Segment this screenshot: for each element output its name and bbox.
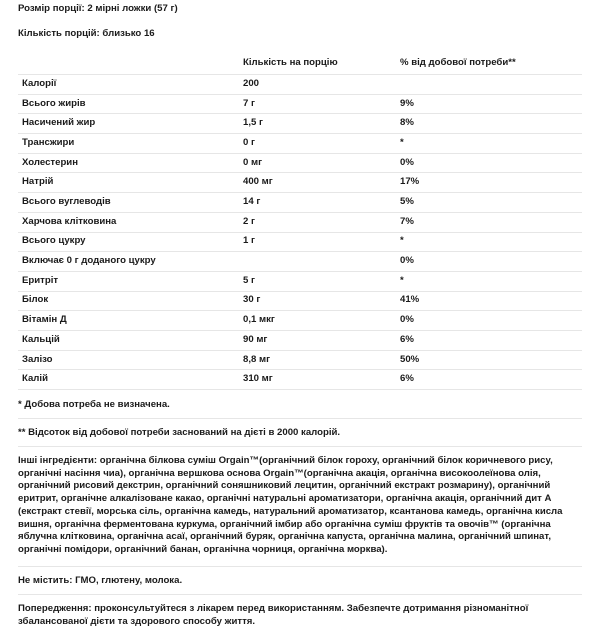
nutrient-amount: 14 г	[239, 193, 396, 213]
nutrient-name: Холестерин	[18, 153, 239, 173]
table-row	[18, 173, 582, 193]
nutrient-name: Еритріт	[18, 271, 239, 291]
header-daily-value: % від добової потреби**	[396, 52, 582, 75]
nutrient-amount: 0,1 мкг	[239, 311, 396, 331]
table-row	[18, 193, 582, 213]
nutrient-dv	[396, 75, 582, 95]
ingredients-text: Інші інгредієнти: органічна білкова суміш Orgain™(органічний білок гороху, органічний білок коричневого рису, органічні насіння чиа), органічна вершкова основа Orgain™(органічна акація, органічна високоолеїнова олія, органічний рисовий декстрин, органічний соняшниковий лецитин, органічний екстракт розмарину), органічний еритрит, органічне алкалізоване какао, органічні натуральні ароматизатори, органічна акація, органічний дит А (екстракт стевії, морська сіль, органічна камедь, натуральний ароматизатор, ксантанова камедь, органічна кисла вишня, органічна ферментована куркума, органічний імбир або органічна суміш фруктів та овочів™ (органічна яблучна клітковина, органічна асаї, органічний буряк, органічна капуста, органічна малина, органічний шпинат, органічні помідори, органічний банан, органічна чорниця, органічна морква).	[18, 454, 563, 556]
nutrient-name: Натрій	[18, 173, 239, 193]
divider	[18, 594, 582, 595]
table-row	[18, 271, 582, 291]
nutrient-dv: 6%	[396, 370, 582, 390]
nutrient-dv: 0%	[396, 153, 582, 173]
servings-count: Кількість порцій: близько 16	[18, 28, 155, 39]
nutrient-name: Насичений жир	[18, 114, 239, 134]
nutrient-amount: 1 г	[239, 232, 396, 252]
nutrient-name: Кальцій	[18, 330, 239, 350]
nutrient-amount	[239, 252, 396, 272]
nutrient-amount: 400 мг	[239, 173, 396, 193]
table-row	[18, 134, 582, 154]
nutrient-name: Білок	[18, 291, 239, 311]
divider	[18, 418, 582, 419]
table-row	[18, 94, 582, 114]
nutrient-name: Всього цукру	[18, 232, 239, 252]
nutrient-name: Калорії	[18, 75, 239, 95]
table-row	[18, 330, 582, 350]
nutrient-dv: *	[396, 232, 582, 252]
table-header-row	[18, 52, 582, 75]
table-row	[18, 114, 582, 134]
nutrient-name: Всього вуглеводів	[18, 193, 239, 213]
nutrient-amount: 8,8 мг	[239, 350, 396, 370]
nutrient-dv: 8%	[396, 114, 582, 134]
nutrient-dv: 0%	[396, 311, 582, 331]
nutrient-dv: 7%	[396, 212, 582, 232]
divider	[18, 566, 582, 567]
nutrient-amount: 0 г	[239, 134, 396, 154]
table-row	[18, 232, 582, 252]
nutrient-dv: *	[396, 134, 582, 154]
nutrient-amount: 2 г	[239, 212, 396, 232]
nutrient-dv: 0%	[396, 252, 582, 272]
footnote-dv-undefined: * Добова потреба не визначена.	[18, 399, 170, 410]
table-row	[18, 153, 582, 173]
nutrient-amount: 200	[239, 75, 396, 95]
table-row	[18, 370, 582, 390]
nutrient-amount: 7 г	[239, 94, 396, 114]
table-row	[18, 291, 582, 311]
nutrient-name: Харчова клітковина	[18, 212, 239, 232]
nutrient-amount: 310 мг	[239, 370, 396, 390]
nutrient-dv: 17%	[396, 173, 582, 193]
nutrient-dv: 9%	[396, 94, 582, 114]
nutrient-name: Включає 0 г доданого цукру	[18, 252, 239, 272]
header-amount: Кількість на порцію	[239, 52, 396, 75]
nutrient-dv: 5%	[396, 193, 582, 213]
nutrition-table	[18, 52, 582, 390]
table-row	[18, 75, 582, 95]
header-nutrient	[18, 52, 239, 75]
free-from-text: Не містить: ГМО, глютену, молока.	[18, 575, 183, 587]
table-row	[18, 311, 582, 331]
nutrient-amount: 90 мг	[239, 330, 396, 350]
divider	[18, 446, 582, 447]
nutrient-name: Всього жирів	[18, 94, 239, 114]
warning-text: Попередження: проконсультуйтеся з лікарем перед використанням. Забезпечте дотримання різноманітної збалансованої дієти та здорового способу життя.	[18, 603, 529, 628]
nutrient-dv: 50%	[396, 350, 582, 370]
nutrient-name: Калій	[18, 370, 239, 390]
table-row	[18, 252, 582, 272]
nutrient-dv: 41%	[396, 291, 582, 311]
nutrient-dv: *	[396, 271, 582, 291]
table-row	[18, 212, 582, 232]
nutrient-name: Залізо	[18, 350, 239, 370]
nutrient-amount: 0 мг	[239, 153, 396, 173]
nutrient-name: Вітамін Д	[18, 311, 239, 331]
footnote-dv-basis: ** Відсоток від добової потреби заснований на дієті в 2000 калорій.	[18, 426, 341, 438]
nutrient-amount: 30 г	[239, 291, 396, 311]
serving-size: Розмір порції: 2 мірні ложки (57 г)	[18, 3, 178, 14]
table-row	[18, 350, 582, 370]
nutrient-amount: 1,5 г	[239, 114, 396, 134]
nutrient-dv: 6%	[396, 330, 582, 350]
nutrient-amount: 5 г	[239, 271, 396, 291]
nutrient-name: Трансжири	[18, 134, 239, 154]
